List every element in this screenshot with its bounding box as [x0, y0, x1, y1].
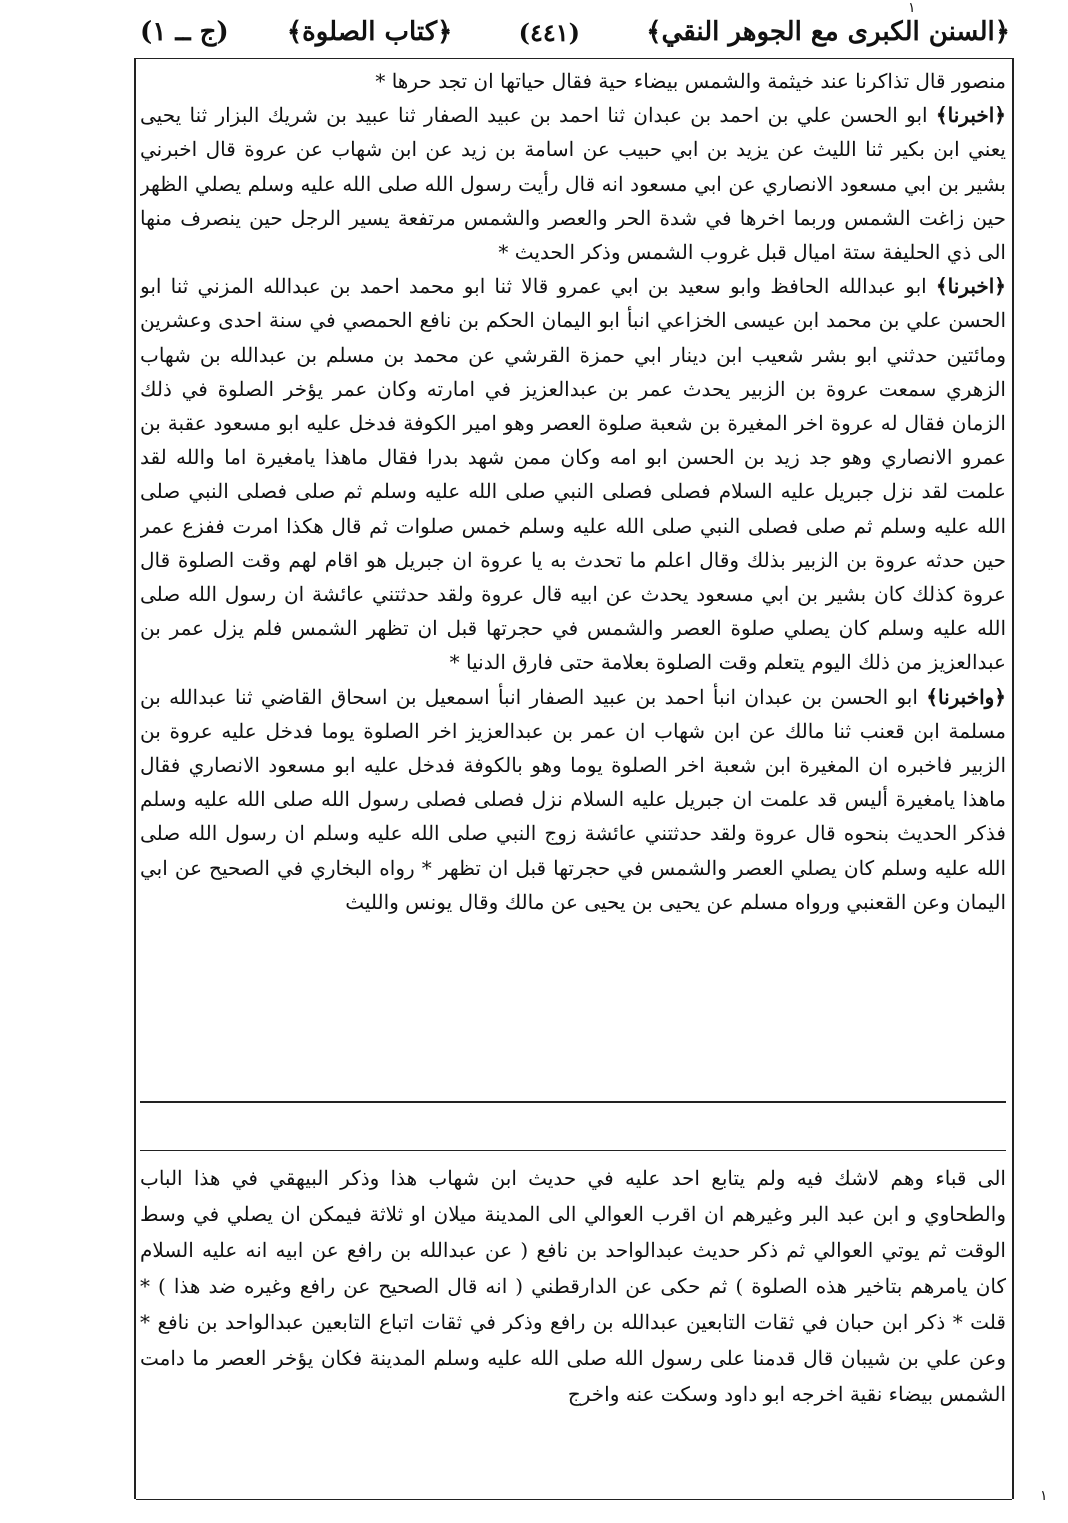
book-title: ﴿السنن الكبرى مع الجوهر النقي﴾ [646, 17, 1010, 47]
hadith-heading: ﴿اخبرنا﴾ [935, 103, 1006, 128]
chapter-volume [140, 17, 452, 47]
paragraph-4 [140, 680, 1006, 919]
chapter-title: ﴿كتاب الصلوة﴾ [286, 17, 453, 47]
section-divider [140, 1101, 1006, 1103]
paragraph-2 [140, 98, 1006, 269]
hadith-text: ابو الحسن بن عبدان انبأ احمد بن عبيد الصفار انبأ اسمعيل بن اسحاق القاضي ثنا عبدالله بن مسلمة ابن قعنب ثنا مالك عن ابن شهاب ان عمر بن عبدالعزيز اخر الصلوة يوما فدخل عليه عروة بن الزبير فاخبره ان المغيرة ابن شعبة اخر الصلوة يوما وهو بالكوفة فدخل عليه ابو مسعود الانصاري فقال ماهذا يامغيرة أليس قد علمت ان جبريل عليه السلام نزل فصلى فصلى رسول الله صلى الله عليه وسلم فذكر الحديث بنحوه قال عروة ولقد حدثتني عائشة زوج النبي صلى الله عليه وسلم ان رسول الله صلى الله عليه وسلم كان يصلي العصر والشمس في حجرتها قبل ان تظهر * رواه البخاري في الصحيح عن ابي اليمان وعن القعنبي ورواه مسلم عن يحيى بن يحيى عن مالك وقال يونس والليث [140, 684, 1006, 914]
commentary-divider [140, 1150, 1006, 1151]
hadith-text: ابو عبدالله الحافظ وابو سعيد بن ابي عمرو قالا ثنا ابو محمد احمد بن عبدالله المزني ثنا ابو الحسن علي بن محمد ابن عيسى الخزاعي انبأ ابو اليمان الحكم بن نافع الحمصي في سنة احدى وعشرين ومائتين حدثني ابو بشر شعيب ابن دينار ابي حمزة القرشي عن محمد بن مسلم بن عبدالله بن شهاب الزهري سمعت عروة بن الزبير يحدث عمر بن عبدالعزيز في امارته وكان عمر يؤخر الصلوة في ذلك الزمان فقال له عروة اخر المغيرة بن شعبة صلوة العصر وهو امير الكوفة فدخل عليه ابو مسعود عقبة بن عمرو الانصاري وهو جد زيد بن الحسن ابو امه وكان ممن شهد بدرا فقال ماهذا يامغيرة اما والله لقد علمت لقد نزل جبريل عليه السلام فصلى فصلى النبي صلى الله عليه وسلم ثم صلى فصلى النبي صلى الله عليه وسلم ثم صلى فصلى النبي صلى الله عليه وسلم خمس صلوات ثم قال هكذا امرت ففزع عمر حين حدثه عروة بن الزبير بذلك وقال اعلم ما تحدث به يا عروة ان جبريل هو اقام لهم وقت الصلوة قال عروة كذلك كان بشير بن ابي مسعود يحدث عن ابيه قال عروة ولقد حدثتني عائشة ان رسول الله صلى الله عليه وسلم كان يصلي صلوة العصر والشمس في حجرتها قبل ان تظهر الشمس فلم يزل عمر بن عبدالعزيز من ذلك اليوم يتعلم وقت الصلوة بعلامة حتى فارق الدنيا * [140, 274, 1006, 675]
main-text [140, 64, 1006, 1094]
paragraph-3 [140, 269, 1006, 679]
commentary-text [140, 1160, 1006, 1490]
top-margin-mark: ١ [908, 0, 916, 16]
commentary-paragraph: الى قباء وهم لاشك فيه ولم يتابع احد عليه في حديث ابن شهاب هذا وذكر البيهقي في هذا الباب والطحاوي و ابن عبد البر وغيرهم ان اقرب العوالي الى المدينة ميلان او ثلاثة فيمكن ان يصلي في وسط الوقت ثم يوتي العوالي ثم ذكر حديث عبدالواحد بن نافع ( عن عبدالله بن رافع عن ابيه انه عليه السلام كان يامرهم بتاخير هذه الصلوة ) ثم حكى عن الدارقطني ( انه قال الصحيح عن رافع وغيره ضد هذا ) * قلت * ذكر ابن حبان في ثقات التابعين عبدالله بن رافع وذكر في ثقات اتباع التابعين عبدالواحد بن نافع * وعن علي بن شيبان قال قدمنا على رسول الله صلى الله عليه وسلم المدينة فكان يؤخر العصر ما دامت الشمس بيضاء نقية اخرجه ابو داود وسكت عنه واخرج [140, 1166, 1006, 1406]
hadith-heading: ﴿اخبرنا﴾ [935, 274, 1006, 299]
page-header [140, 12, 1010, 52]
hadith-text: ابو الحسن علي بن احمد بن عبدان ثنا احمد بن عبيد الصفار ثنا عبيد بن شريك البزار ثنا يحيى يعني ابن بكير ثنا الليث عن يزيد بن ابي حبيب عن اسامة بن زيد عن ابن شهاب عن عروة قال اخبرني بشير بن ابي مسعود الانصاري عن ابي مسعود انه قال رأيت رسول الله صلى الله عليه وسلم يصلي الظهر حين زاغت الشمس وربما اخرها في شدة الحر والعصر والشمس مرتفعة يسير الرجل حين ينصرف منها الى ذي الحليفة ستة اميال قبل غروب الشمس وذكر الحديث * [140, 103, 1006, 265]
paragraph-1: منصور قال تذاكرنا عند خيثمة والشمس بيضاء حية فقال حياتها ان تجد حرها * [375, 69, 1006, 93]
hadith-heading: ﴿واخبرنا﴾ [926, 684, 1006, 709]
volume-number: (ج ــ ١) [140, 17, 229, 47]
page-number: (٤٤١) [518, 17, 581, 47]
bottom-margin-mark: ١ [1040, 1488, 1048, 1504]
